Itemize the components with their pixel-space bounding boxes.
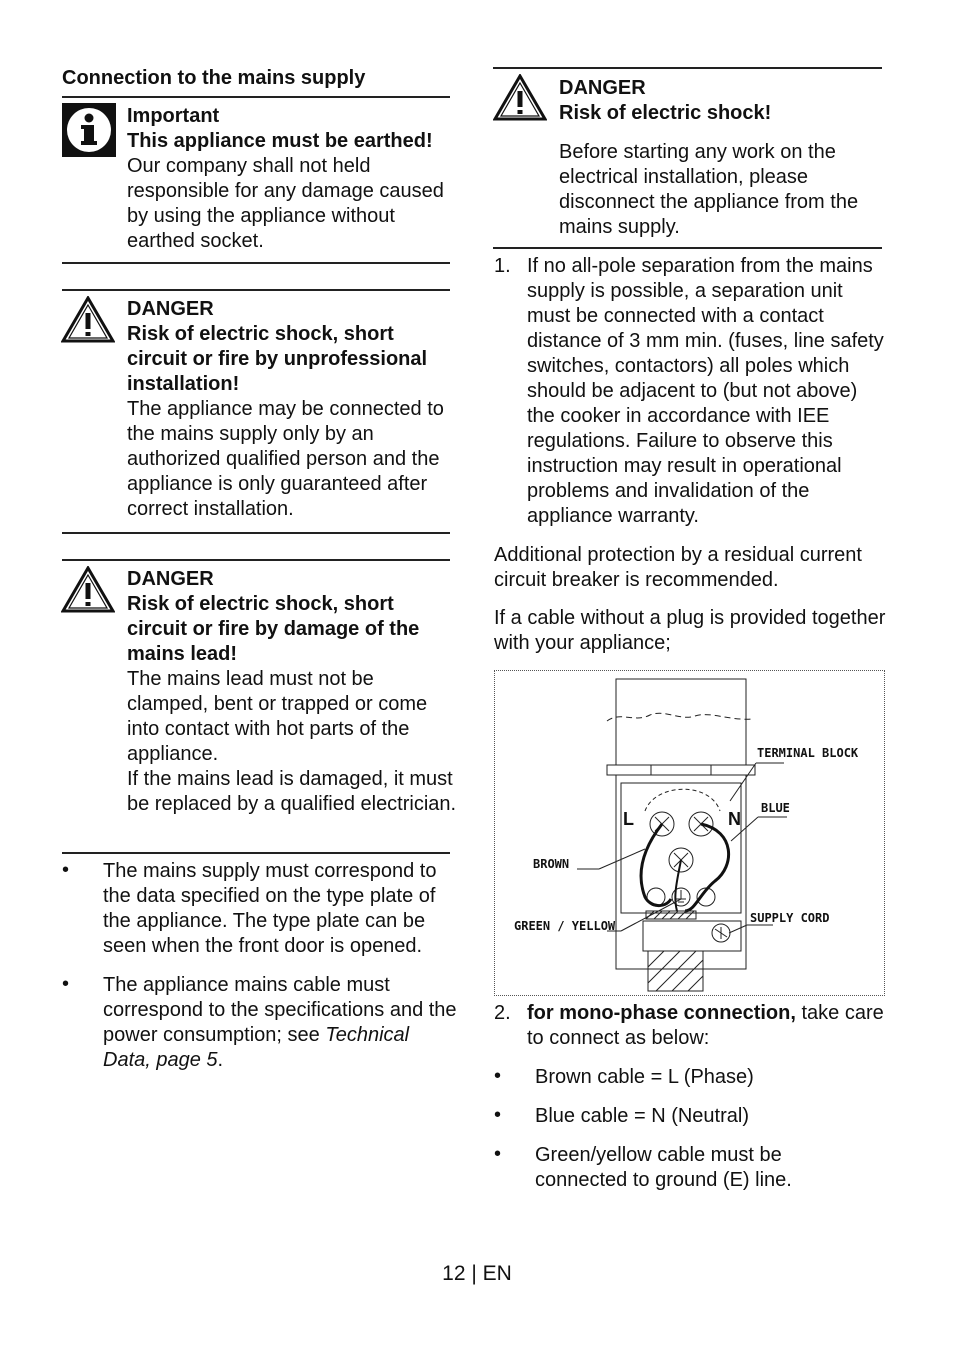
danger1-title: DANGER xyxy=(127,298,214,320)
diagram-label-supply-cord: SUPPLY CORD xyxy=(750,911,830,925)
divider xyxy=(493,67,882,69)
divider xyxy=(62,532,450,534)
danger-right-subtitle: Risk of electric shock! xyxy=(559,102,772,124)
list-item: Blue cable = N (Neutral) xyxy=(535,1105,749,1127)
danger2-body2: If the mains lead is damaged, it must be replaced by a qualified electrician. xyxy=(127,768,457,815)
danger2-subtitle: Risk of electric shock, short circuit or fire by damage of the mains lead! xyxy=(127,593,420,665)
step-2-rest: take care to connect as below: xyxy=(527,1002,884,1049)
diagram-label-brown: BROWN xyxy=(533,857,570,871)
step-number: 2. xyxy=(494,1002,511,1024)
warning-triangle-icon xyxy=(61,566,115,614)
info-icon xyxy=(62,103,116,157)
danger2-block xyxy=(127,567,457,817)
important-subtitle: This appliance must be earthed! xyxy=(127,130,433,152)
step-2-text xyxy=(527,1001,889,1051)
danger1-subtitle: Risk of electric shock, short circuit or fire by unprofessional installation! xyxy=(127,323,428,395)
divider xyxy=(62,96,450,98)
warning-triangle-icon xyxy=(61,296,115,344)
page-number: 12 | EN xyxy=(442,1262,512,1285)
danger1-body: The appliance may be connected to the mains supply only by an authorized qualified person and the appliance is only guaranteed after correct installation. xyxy=(127,398,444,520)
list-item: Brown cable = L (Phase) xyxy=(535,1066,754,1088)
bullet-dot: • xyxy=(494,1143,502,1165)
divider xyxy=(62,289,450,291)
list-item-link: Technical Data, page 5 xyxy=(103,1024,410,1071)
step-number: 1. xyxy=(494,255,511,277)
divider xyxy=(62,852,450,854)
section-title: Connection to the mains supply xyxy=(62,67,366,89)
bullet-dot: • xyxy=(62,859,70,881)
wiring-diagram xyxy=(494,670,885,996)
list-item: Green/yellow cable must be connected to ground (E) line. xyxy=(535,1144,792,1191)
list-item xyxy=(103,973,459,1073)
danger-right-block xyxy=(559,76,884,240)
divider xyxy=(62,262,450,264)
divider xyxy=(62,559,450,561)
paragraph: Additional protection by a residual current circuit breaker is recommended. xyxy=(494,544,862,591)
danger2-body1: The mains lead must not be clamped, bent or trapped or come into contact with hot parts of the appliance. xyxy=(127,668,428,765)
danger-right-title: DANGER xyxy=(559,77,646,99)
step-1-text: If no all-pole separation from the mains supply is possible, a separation unit must be connected with a contact distance of 3 mm min. (fuses, line safety switches, contactors) all poles which should be adjacent to (but not above) the cooker in accordance with IEE regulations. Failure to observe this instruction may result in operational problems and invalidation of the appliance warranty. xyxy=(527,255,884,527)
important-body: Our company shall not held responsible for any damage caused by using the appliance without earthed socket. xyxy=(127,155,444,252)
danger1-block xyxy=(127,297,457,522)
danger-right-body: Before starting any work on the electrical installation, please disconnect the appliance from the mains supply. xyxy=(559,141,859,238)
warning-triangle-icon xyxy=(493,74,547,122)
diagram-label-green-yellow: GREEN / YELLOW xyxy=(514,919,616,933)
important-block xyxy=(127,104,457,254)
diagram-label-blue: BLUE xyxy=(761,801,790,815)
important-title: Important xyxy=(127,105,220,127)
bullet-dot: • xyxy=(494,1065,502,1087)
list-item-text: The appliance mains cable must correspond to the specifications and the power consumption; see xyxy=(103,974,457,1046)
step-2-bold: for mono-phase connection, xyxy=(527,1002,796,1024)
divider xyxy=(493,247,882,249)
bullet-dot: • xyxy=(494,1104,502,1126)
paragraph: If a cable without a plug is provided together with your appliance; xyxy=(494,607,886,654)
list-item-end: . xyxy=(217,1049,224,1071)
list-item: The mains supply must correspond to the data specified on the type plate of the appliance. The type plate can be seen when the front door is opened. xyxy=(103,860,437,957)
bullet-dot: • xyxy=(62,973,70,995)
danger2-title: DANGER xyxy=(127,568,214,590)
diagram-label-N: N xyxy=(728,809,741,829)
diagram-label-terminal-block: TERMINAL BLOCK xyxy=(757,746,859,760)
diagram-label-L: L xyxy=(623,809,634,829)
